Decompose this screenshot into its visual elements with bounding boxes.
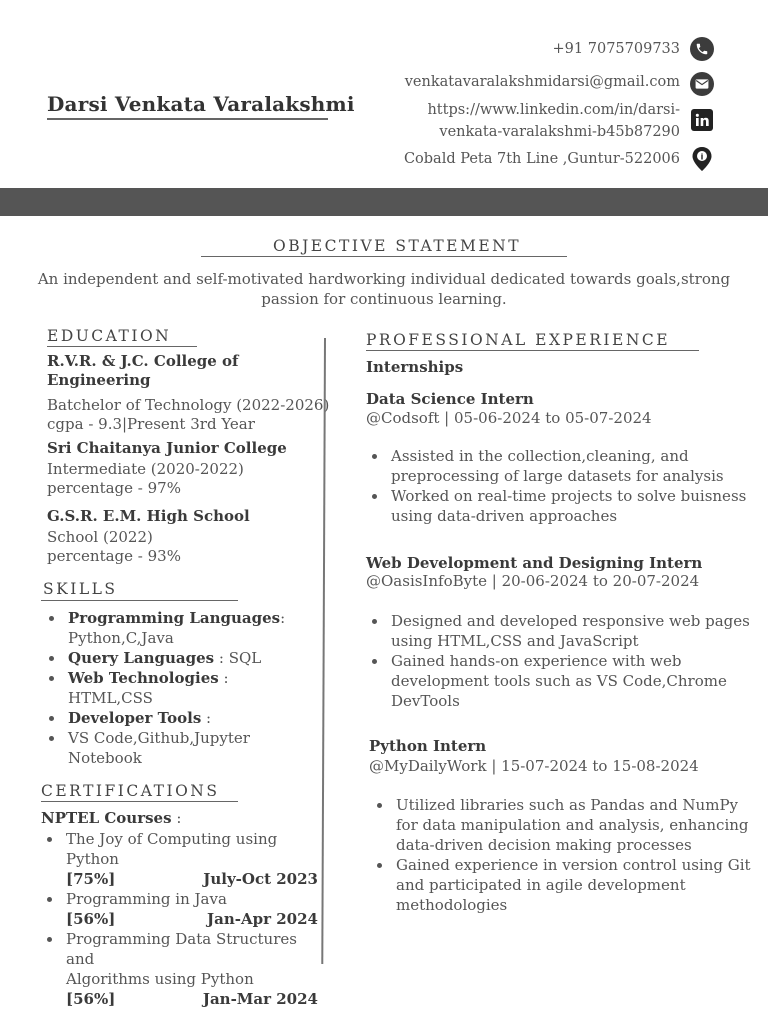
skills-rule — [41, 600, 238, 601]
job-org: @Codsoft | 05-06-2024 to 05-07-2024 — [366, 409, 652, 427]
certifications-title: CERTIFICATIONS — [41, 782, 220, 800]
job-bullet — [391, 651, 750, 671]
job-bullet-cont — [396, 835, 751, 855]
certification-meta — [66, 989, 318, 1009]
header-band — [0, 188, 768, 216]
job-bullet — [391, 446, 746, 466]
experience-title: PROFESSIONAL EXPERIENCE — [366, 331, 671, 349]
email-address: venkatavaralakshmidarsi@gmail.com — [404, 74, 680, 90]
certification-meta — [66, 909, 318, 929]
skill-value-text: VS Code,Github,Jupyter — [68, 729, 250, 747]
certification-date: Jan-Mar 2024 — [202, 990, 318, 1008]
certification-course: The Joy of Computing using Python — [66, 830, 278, 868]
objective-line-2: passion for continuous learning. — [261, 290, 507, 308]
job-bullet-cont — [396, 815, 751, 835]
bullet-text: using HTML,CSS and JavaScript — [391, 632, 639, 650]
bullet-text: DevTools — [391, 692, 460, 710]
skill-label: Query Languages — [68, 649, 215, 667]
skill-item — [68, 728, 285, 748]
skill-value-text: Notebook — [68, 749, 142, 767]
skill-value-text: : SQL — [214, 649, 262, 667]
internships-subtitle: Internships — [366, 358, 464, 376]
phone-number: +91 7075709733 — [552, 41, 680, 57]
college-name-line2: Engineering — [47, 371, 151, 389]
envelope-icon — [690, 72, 714, 96]
job-bullet — [391, 611, 750, 631]
bullet-text: Assisted in the collection,cleaning, and — [391, 447, 689, 465]
linkedin-url-line1: https://www.linkedin.com/in/darsi- — [427, 102, 680, 118]
bullet-text: using data-driven approaches — [391, 507, 618, 525]
junior-percentage: percentage - 97% — [47, 479, 181, 497]
junior-course: Intermediate (2020-2022) — [47, 460, 244, 478]
school-name: G.S.R. E.M. High School — [47, 507, 250, 525]
job-bullet-cont — [391, 691, 750, 711]
job-bullet — [396, 855, 751, 875]
skill-value-text: HTML,CSS — [68, 689, 153, 707]
junior-college-name: Sri Chaitanya Junior College — [47, 439, 287, 457]
job-bullet-cont — [391, 506, 746, 526]
school-course: School (2022) — [47, 528, 153, 546]
certification-meta — [66, 869, 318, 889]
certification-item — [66, 929, 318, 969]
job-bullets — [396, 795, 751, 915]
job-bullet — [391, 486, 746, 506]
bullet-text: Designed and developed responsive web pages — [391, 612, 750, 630]
bullet-text: methodologies — [396, 896, 508, 914]
objective-rule — [201, 256, 567, 257]
certification-course: Programming in Java — [66, 890, 227, 908]
nptel-separator: : — [171, 809, 182, 827]
college-degree: Batchelor of Technology (2022-2026) — [47, 396, 330, 414]
job-bullet-cont — [391, 671, 750, 691]
nptel-label: NPTEL Courses — [41, 809, 172, 827]
skill-separator: : — [201, 709, 212, 727]
bullet-text: data-driven decision making processes — [396, 836, 692, 854]
skill-item — [68, 648, 285, 668]
certifications-rule — [41, 801, 238, 802]
college-name-line1: R.V.R. & J.C. College of — [47, 352, 239, 370]
certification-item — [66, 889, 318, 909]
name-underline — [47, 118, 328, 120]
certification-list — [66, 829, 318, 1009]
certification-score: [56%] — [66, 990, 116, 1008]
certification-date: July-Oct 2023 — [203, 870, 318, 888]
school-percentage: percentage - 93% — [47, 547, 181, 565]
skill-value — [68, 628, 285, 648]
skill-value — [68, 748, 285, 768]
skill-separator: : — [280, 609, 286, 627]
job-org: @MyDailyWork | 15-07-2024 to 15-08-2024 — [369, 757, 699, 775]
bullet-text: for data manipulation and analysis, enhancing — [396, 816, 749, 834]
certification-course-cont — [66, 969, 318, 989]
bullet-text: Utilized libraries such as Pandas and NumPy — [396, 796, 739, 814]
job-bullets — [391, 611, 750, 711]
bullet-text: Gained experience in version control using Git — [396, 856, 751, 874]
skill-item — [68, 708, 285, 728]
skill-label: Programming Languages — [68, 609, 281, 627]
certification-score: [75%] — [66, 870, 116, 888]
phone-icon — [690, 37, 714, 61]
job-bullet — [396, 795, 751, 815]
skill-value-text: Python,C,Java — [68, 629, 174, 647]
skill-label: Developer Tools — [68, 709, 202, 727]
bullet-text: Gained hands-on experience with web — [391, 652, 682, 670]
objective-line-1: An independent and self-motivated hardworking individual dedicated towards goals,strong — [37, 270, 731, 288]
job-bullet-cont — [396, 875, 751, 895]
bullet-text: preprocessing of large datasets for analysis — [391, 467, 724, 485]
address: Cobald Peta 7th Line ,Guntur-522006 — [403, 151, 680, 167]
job-role: Web Development and Designing Intern — [366, 554, 703, 572]
skill-separator: : — [218, 669, 229, 687]
bullet-text: and participated in agile development — [396, 876, 686, 894]
linkedin-icon — [691, 109, 713, 131]
job-role: Data Science Intern — [366, 390, 534, 408]
column-divider — [321, 338, 326, 964]
skills-list — [68, 608, 285, 768]
college-cgpa: cgpa - 9.3|Present 3rd Year — [47, 415, 255, 433]
skill-item — [68, 608, 285, 628]
nptel-heading — [41, 809, 181, 829]
certification-item — [66, 829, 318, 869]
bullet-text: development tools such as VS Code,Chrome — [391, 672, 727, 690]
job-org: @OasisInfoByte | 20-06-2024 to 20-07-2024 — [366, 572, 700, 590]
skill-label: Web Technologies — [68, 669, 219, 687]
certification-score: [56%] — [66, 910, 116, 928]
job-bullet-cont — [396, 895, 751, 915]
job-bullet-cont — [391, 631, 750, 651]
experience-rule — [366, 350, 699, 351]
certification-date: Jan-Apr 2024 — [207, 910, 318, 928]
job-bullet-cont — [391, 466, 746, 486]
job-bullets — [391, 446, 746, 526]
education-title: EDUCATION — [47, 327, 172, 345]
job-role: Python Intern — [369, 737, 487, 755]
certification-course: Algorithms using Python — [66, 970, 254, 988]
skill-value — [68, 688, 285, 708]
linkedin-url-line2: venkata-varalakshmi-b45b87290 — [439, 124, 680, 140]
skill-item — [68, 668, 285, 688]
candidate-name: Darsi Venkata Varalakshmi — [47, 92, 355, 116]
skills-title: SKILLS — [43, 580, 118, 598]
education-rule — [47, 346, 197, 347]
bullet-text: Worked on real-time projects to solve buisness — [391, 487, 747, 505]
svg-text:i: i — [700, 152, 704, 162]
location-pin-icon — [690, 146, 714, 172]
certification-course: Programming Data Structures and — [66, 930, 297, 968]
objective-title: OBJECTIVE STATEMENT — [273, 237, 522, 255]
